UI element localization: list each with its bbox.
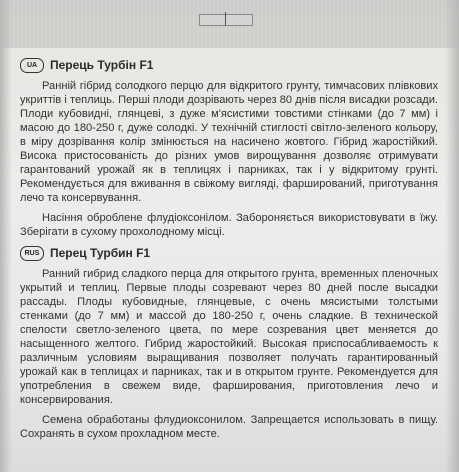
rus-description: Ранний гибрид сладкого перца для открытого грунта, временных пленочных укрытий и теплиц. Первые плоды созревают через 80 дней после высадки рассады. Плоды кубовидные, глянцевые, с очень мясистыми толстыми стенками (до 7 мм) и массой до 180-250 г, очень сладкие. В технической спелости светло-зеленого цвета, по мере созревания цвет меняется до насыщенного желтого. Гибрид жаростойкий. Высокая приспосабливаемость к различным условиям выращивания позволяет получать гарантированный урожай как в теплицах и парниках, так и в открытом грунте. Рекомендуется для употребления в свежем виде, фарширования, приготовления лечо и консервирования. bbox=[20, 268, 438, 406]
tear-notch bbox=[199, 14, 253, 26]
rus-title: Перец Турбин F1 bbox=[50, 246, 151, 260]
rus-language-badge: RUS bbox=[20, 246, 44, 261]
packet-edge-right bbox=[445, 0, 459, 472]
ua-heading bbox=[20, 57, 438, 73]
rus-heading bbox=[20, 245, 438, 261]
rus-note: Семена обработаны флудиоксонилом. Запрещается использовать в пищу. Сохранять в сухом прохладном месте. bbox=[20, 414, 438, 440]
ua-language-badge: UA bbox=[20, 58, 44, 73]
ua-note: Насіння оброблене флудіоксонілом. Забороняється використовувати в їжу. Зберігати в сухому прохолодному місці. bbox=[20, 212, 438, 238]
ua-title: Перець Турбін F1 bbox=[50, 58, 154, 72]
packet-edge-left bbox=[0, 0, 12, 472]
label-text bbox=[20, 57, 438, 441]
ua-description: Ранній гібрид солодкого перцю для відкритого грунту, тимчасових плівкових укриттів і теплиць. Перші плоди дозрівають через 80 днів після висадки розсади. Плоди кубовидні, глянцеві, з дуже м'ясистими товстими стінками (до 7 мм) і масою до 180-250 г, дуже солодкі. У технічній стиглості світло-зеленого кольору, в міру дозрівання колір змінюється на насичено жовтого. Гібрид жаростійкий. Висока пристосованість до різних умов вирощування дозволяє отримувати гарантований урожай як в теплицях і парниках, так і у відкритому грунті. Рекомендується для вживання в свіжому вигляді, фарширований, приготування лечо та консервування. bbox=[20, 80, 438, 204]
